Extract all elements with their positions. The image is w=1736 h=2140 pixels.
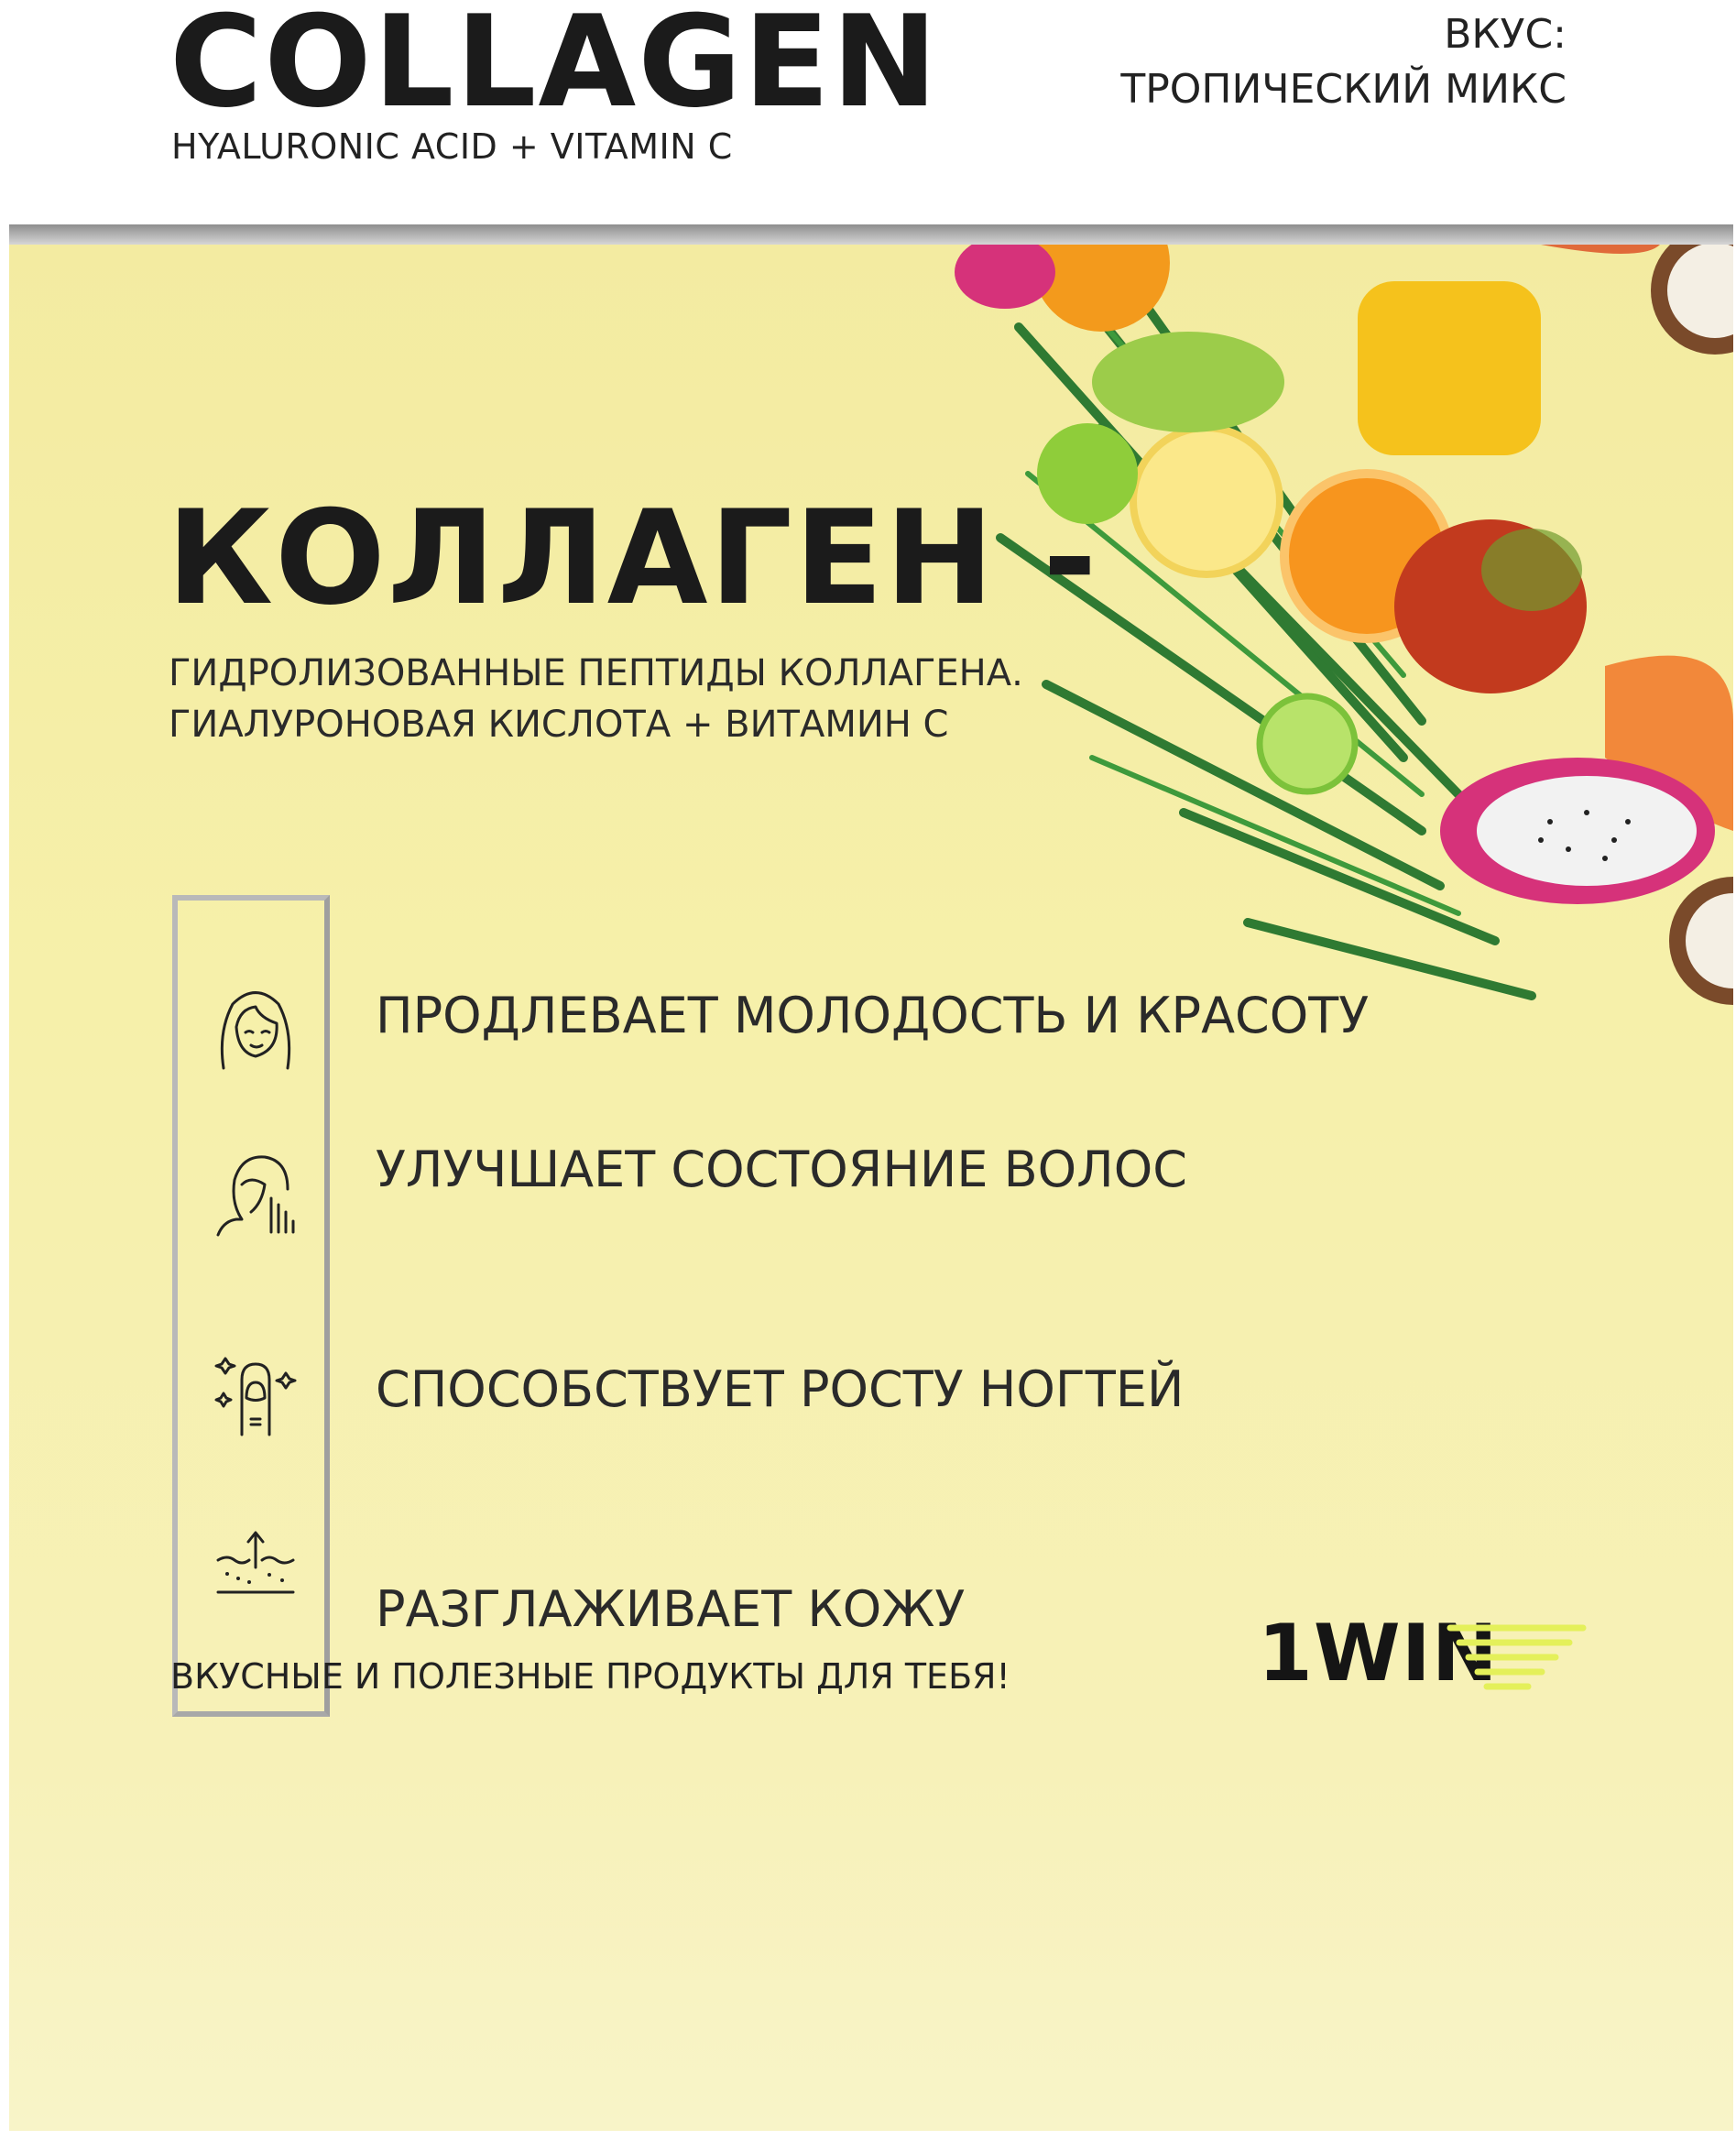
flavor-block — [1120, 7, 1567, 117]
slogan: ВКУСНЫЕ И ПОЛЕЗНЫЕ ПРОДУКТЫ ДЛЯ ТЕБЯ! — [170, 1656, 1010, 1697]
woman-face-icon — [214, 981, 297, 1073]
logo-speed-lines-icon — [1423, 1621, 1588, 1703]
nail-sparkle-icon — [214, 1348, 297, 1439]
description — [169, 648, 1023, 750]
description-line: ГИАЛУРОНОВАЯ КИСЛОТА + ВИТАМИН С — [169, 704, 949, 746]
flavor-label: ВКУС: — [1444, 11, 1567, 58]
headline: КОЛЛАГЕН - — [167, 483, 1099, 634]
brand-subtitle: HYALURONIC ACID + VITAMIN C — [171, 126, 733, 167]
brand-title: COLLAGEN — [169, 0, 940, 136]
benefit-text: РАЗГЛАЖИВАЕТ КОЖУ — [376, 1580, 966, 1638]
main-panel — [9, 245, 1733, 2131]
header — [0, 0, 1736, 220]
brand-logo — [1258, 1608, 1588, 1709]
benefit-text: ПРОДЛЕВАЕТ МОЛОДОСТЬ И КРАСОТУ — [376, 987, 1370, 1044]
description-line: ГИДРОЛИЗОВАННЫЕ ПЕПТИДЫ КОЛЛАГЕНА. — [169, 652, 1023, 694]
benefit-text: СПОСОБСТВУЕТ РОСТУ НОГТЕЙ — [376, 1360, 1185, 1418]
tropical-fruits-image — [945, 245, 1733, 1032]
skin-smooth-icon — [214, 1523, 297, 1615]
header-divider — [9, 224, 1733, 245]
logo-text: 1WIN — [1258, 1608, 1499, 1699]
hair-icon — [214, 1148, 297, 1239]
benefit-text: УЛУЧШАЕТ СОСТОЯНИЕ ВОЛОС — [376, 1141, 1187, 1198]
icon-frame — [172, 895, 330, 1717]
flavor-value: ТРОПИЧЕСКИЙ МИКС — [1120, 66, 1567, 113]
